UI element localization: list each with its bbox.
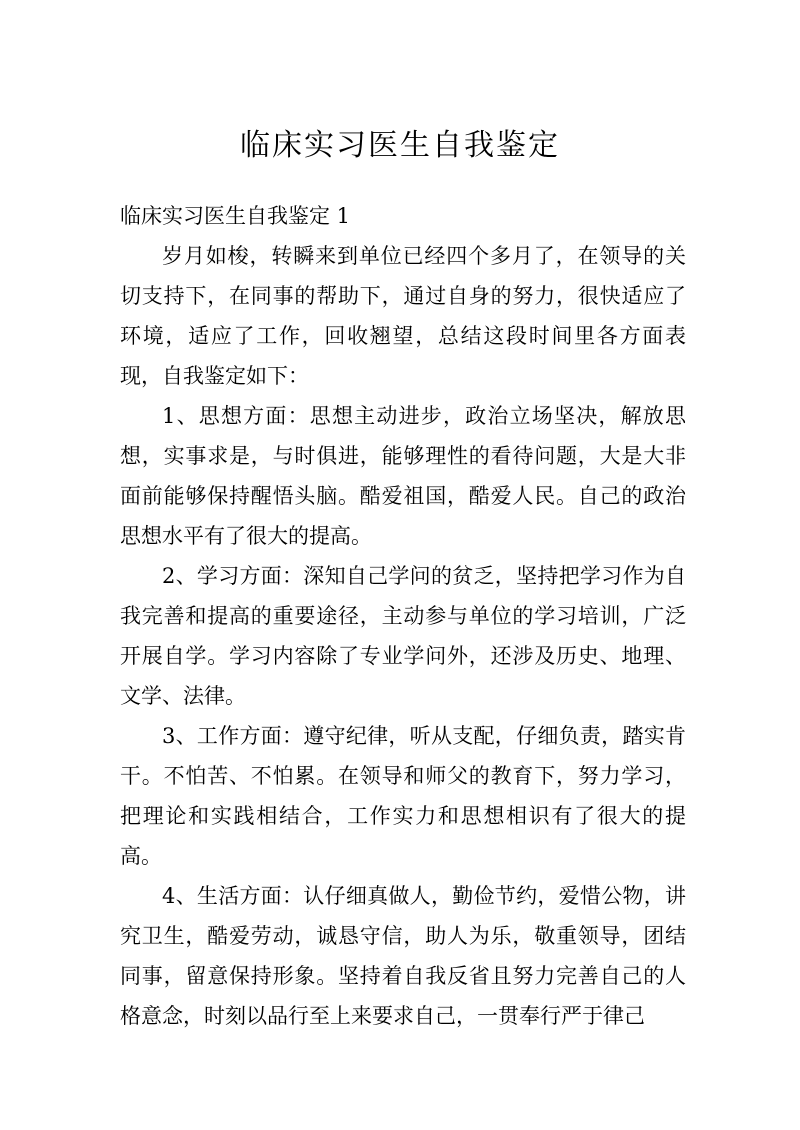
document-body [120,196,686,1036]
paragraph-work: 3、工作方面：遵守纪律，听从支配，仔细负责，踏实肯干。不怕苦、不怕累。在领导和师父的教育下，努力学习，把理论和实践相结合，工作实力和思想相识有了很大的提高。 [120,724,686,868]
paragraph-life: 4、生活方面：认仔细真做人，勤俭节约，爱惜公物，讲究卫生，酷爱劳动，诚恳守信，助人为乐，敬重领导，团结同事，留意保持形象。坚持着自我反省且努力完善自己的人格意念，时刻以品行至上来要求自己，一贯奉行严于律己 [120,884,686,1028]
section-heading: 临床实习医生自我鉴定 1 [120,204,351,228]
paragraph-intro: 岁月如梭，转瞬来到单位已经四个多月了，在领导的关切支持下，在同事的帮助下，通过自身的努力，很快适应了环境，适应了工作，回收翘望，总结这段时间里各方面表现，自我鉴定如下： [120,244,686,388]
paragraph-study: 2、学习方面：深知自己学问的贫乏，坚持把学习作为自我完善和提高的重要途径，主动参与单位的学习培训，广泛开展自学。学习内容除了专业学问外，还涉及历史、地理、文学、法律。 [120,564,686,708]
paragraph-ideology: 1、思想方面：思想主动进步，政治立场坚决，解放思想，实事求是，与时俱进，能够理性的看待问题，大是大非面前能够保持醒悟头脑。酷爱祖国，酷爱人民。自己的政治思想水平有了很大的提高。 [120,404,686,548]
document-title: 临床实习医生自我鉴定 [240,128,560,163]
